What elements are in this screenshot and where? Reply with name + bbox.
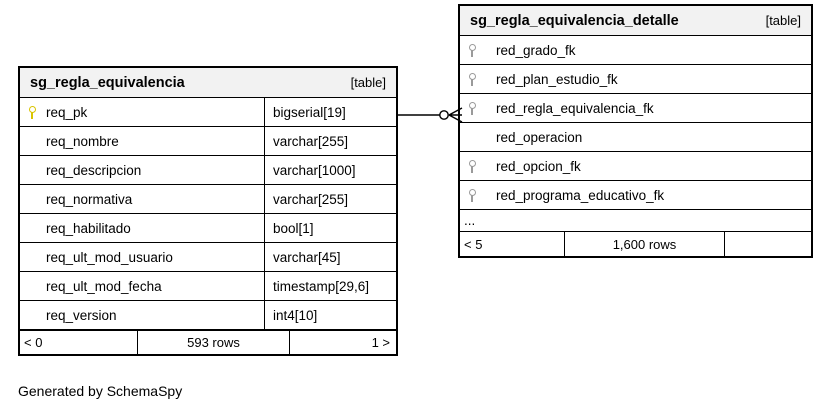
- column-type: varchar[255]: [264, 127, 396, 155]
- next-page-button[interactable]: [725, 232, 811, 256]
- primary-key-icon: [20, 98, 44, 126]
- column-name: req_ult_mod_fecha: [46, 278, 162, 294]
- diagram-caption: Generated by SchemaSpy: [18, 383, 183, 399]
- column-type: varchar[255]: [264, 185, 396, 213]
- table-row[interactable]: [20, 156, 396, 185]
- table-row[interactable]: [20, 98, 396, 127]
- key-slot: [20, 185, 44, 213]
- column-name: red_operacion: [496, 129, 583, 145]
- foreign-key-icon: [460, 181, 484, 209]
- table-row[interactable]: [20, 127, 396, 156]
- key-slot: [20, 301, 44, 329]
- column-name: req_nombre: [46, 133, 119, 149]
- column-type: int4[10]: [264, 301, 396, 329]
- column-name: req_version: [46, 307, 117, 323]
- column-type: varchar[1000]: [264, 156, 396, 184]
- relationship-connector: [396, 100, 464, 130]
- column-type: bool[1]: [264, 214, 396, 242]
- table-row[interactable]: [460, 65, 811, 94]
- column-name: red_plan_estudio_fk: [496, 71, 618, 87]
- table-row[interactable]: [460, 181, 811, 210]
- column-type: varchar[45]: [264, 243, 396, 271]
- table-row[interactable]: [20, 214, 396, 243]
- column-name: req_descripcion: [46, 162, 142, 178]
- key-slot: [20, 156, 44, 184]
- foreign-key-icon: [460, 152, 484, 180]
- column-type: timestamp[29,6]: [264, 272, 396, 300]
- prev-page-button[interactable]: < 5: [460, 232, 565, 256]
- table-row[interactable]: [20, 301, 396, 330]
- key-slot: [20, 214, 44, 242]
- table-title: sg_regla_equivalencia_detalle: [470, 12, 679, 29]
- key-slot: [20, 272, 44, 300]
- table-title: sg_regla_equivalencia: [30, 74, 185, 91]
- key-slot: [20, 243, 44, 271]
- next-page-button[interactable]: 1 >: [371, 335, 390, 350]
- table-type-tag: [table]: [765, 13, 801, 28]
- table-row[interactable]: [460, 36, 811, 65]
- table-row[interactable]: [20, 243, 396, 272]
- column-type: bigserial[19]: [264, 98, 396, 126]
- more-columns-indicator: ...: [460, 210, 811, 232]
- table-header: [20, 68, 396, 98]
- table-row[interactable]: [20, 185, 396, 214]
- table-row[interactable]: [460, 123, 811, 152]
- table-type-tag: [table]: [350, 75, 386, 90]
- table-sg-regla-equivalencia[interactable]: [18, 66, 398, 356]
- table-sg-regla-equivalencia-detalle[interactable]: [458, 4, 813, 258]
- column-name: req_pk: [46, 104, 88, 120]
- column-name: red_programa_educativo_fk: [496, 187, 665, 203]
- table-row[interactable]: [460, 152, 811, 181]
- column-name: req_habilitado: [46, 220, 131, 236]
- column-name: red_grado_fk: [496, 42, 576, 58]
- column-name: red_regla_equivalencia_fk: [496, 100, 654, 116]
- prev-page-button[interactable]: < 0: [20, 331, 138, 354]
- row-count: 1,600 rows: [565, 232, 725, 256]
- table-footer: [20, 330, 396, 354]
- table-header: [460, 6, 811, 36]
- table-row[interactable]: [460, 94, 811, 123]
- key-slot: [20, 127, 44, 155]
- foreign-key-icon: [460, 36, 484, 64]
- column-name: req_ult_mod_usuario: [46, 249, 173, 265]
- table-footer: [460, 232, 811, 256]
- foreign-key-icon: [460, 65, 484, 93]
- row-count: 593 rows: [138, 331, 290, 354]
- column-name: req_normativa: [46, 191, 133, 207]
- table-row[interactable]: [20, 272, 396, 301]
- column-name: red_opcion_fk: [496, 158, 581, 174]
